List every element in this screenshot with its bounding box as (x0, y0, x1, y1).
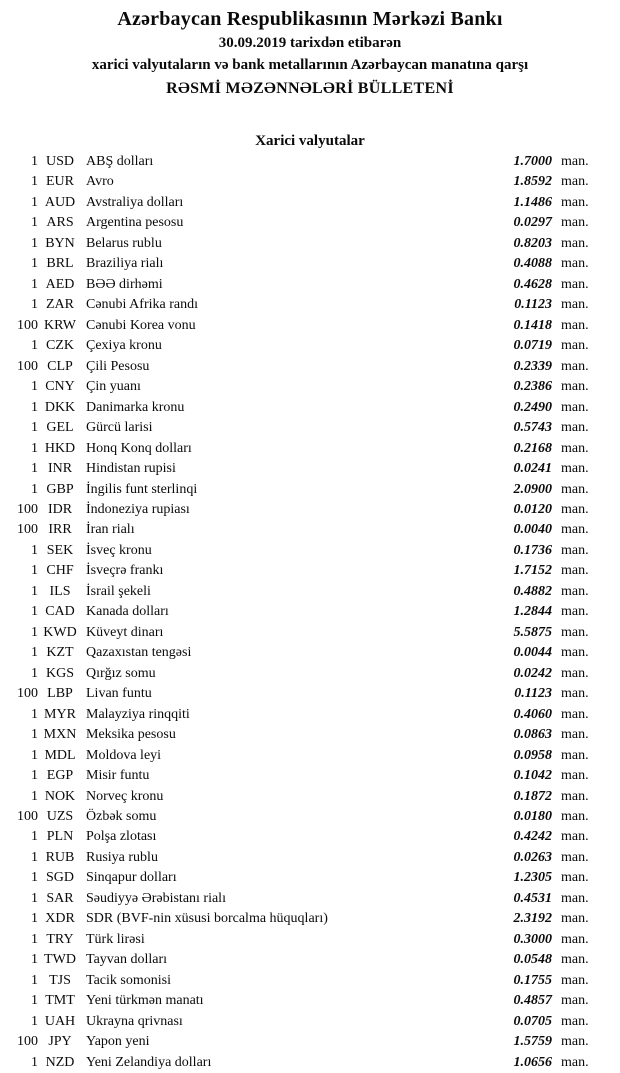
unit-label: man. (561, 194, 589, 210)
rate-row (0, 684, 620, 704)
rate-row (0, 807, 620, 827)
currency-code: SEK (46, 542, 74, 558)
bank-title: Azərbaycan Respublikasının Mərkəzi Bankı (117, 8, 503, 30)
quantity: 1 (31, 420, 38, 436)
unit-label: man. (561, 829, 589, 845)
currency-code: CHF (46, 563, 74, 579)
currency-code: KWD (43, 624, 77, 640)
unit-label: man. (561, 727, 589, 743)
unit-label: man. (561, 154, 589, 169)
currency-code: UAH (44, 1013, 76, 1029)
currency-code: MXN (43, 727, 77, 743)
rate-value: 0.1418 (513, 317, 552, 333)
currency-name: Çexiya kronu (86, 338, 162, 354)
rate-value: 0.0958 (513, 747, 552, 763)
unit-label: man. (561, 952, 589, 968)
currency-code: IRR (48, 522, 72, 538)
quantity: 1 (31, 849, 38, 865)
unit-label: man. (561, 931, 589, 947)
rate-row (0, 213, 620, 233)
rate-value: 0.0044 (513, 645, 552, 661)
currency-name: İsveç kronu (86, 542, 152, 558)
rate-row (0, 602, 620, 622)
rate-row (0, 377, 620, 397)
currency-name: Hindistan rupisi (86, 461, 176, 477)
currency-name: Səudiyyə Ərəbistanı rialı (86, 890, 226, 906)
quantity: 1 (31, 481, 38, 497)
unit-label: man. (561, 1013, 589, 1029)
rate-value: 2.3192 (513, 911, 552, 927)
currency-name: SDR (BVF-nin xüsusi borcalma hüquqları) (86, 911, 328, 927)
quantity: 1 (31, 379, 38, 395)
currency-code: CZK (46, 338, 74, 354)
currency-code: RUB (45, 849, 75, 865)
quantity: 1 (31, 788, 38, 804)
unit-label: man. (561, 256, 589, 272)
rate-value: 0.2339 (513, 358, 552, 374)
unit-label: man. (561, 235, 589, 251)
rate-value: 0.4531 (513, 890, 552, 906)
quantity: 1 (31, 727, 38, 743)
unit-label: man. (561, 809, 589, 824)
rate-value: 0.0120 (513, 501, 552, 517)
currency-name: İndoneziya rupiası (86, 501, 190, 517)
rate-value: 1.0656 (513, 1054, 552, 1070)
currency-code: GBP (46, 481, 74, 497)
unit-label: man. (561, 481, 589, 497)
currency-name: Ukrayna qrivnası (86, 1013, 183, 1029)
currency-name: Meksika pesosu (86, 727, 176, 743)
quantity: 1 (31, 911, 38, 927)
unit-label: man. (561, 358, 589, 374)
rate-value: 1.8592 (513, 174, 552, 190)
quantity: 1 (31, 399, 38, 415)
currency-code: ILS (49, 583, 71, 599)
unit-label: man. (561, 890, 589, 906)
rate-row (0, 787, 620, 807)
quantity: 1 (31, 768, 38, 784)
currency-name: Cənubi Korea vonu (86, 317, 196, 333)
quantity: 1 (31, 870, 38, 886)
rate-value: 0.4060 (513, 706, 552, 722)
rate-value: 0.0180 (513, 809, 552, 824)
rate-row (0, 295, 620, 315)
unit-label: man. (561, 174, 589, 190)
rate-row (0, 439, 620, 459)
unit-label: man. (561, 440, 589, 456)
quantity: 1 (31, 952, 38, 968)
rate-value: 0.1736 (513, 542, 552, 558)
rate-value: 0.2386 (513, 379, 552, 395)
rate-value: 0.0297 (513, 215, 552, 231)
rate-value: 0.1123 (514, 297, 552, 313)
unit-label: man. (561, 1054, 589, 1070)
quantity: 100 (17, 686, 38, 702)
quantity: 100 (17, 358, 38, 374)
rates-table (0, 152, 620, 1073)
unit-label: man. (561, 788, 589, 804)
rate-row (0, 930, 620, 950)
unit-label: man. (561, 461, 589, 477)
rate-row (0, 971, 620, 991)
currency-name: Yeni türkmən manatı (86, 993, 204, 1009)
rate-value: 0.0719 (513, 338, 552, 354)
rate-row (0, 909, 620, 929)
rate-value: 1.7000 (513, 154, 552, 169)
currency-code: HKD (44, 440, 76, 456)
currency-name: Misir funtu (86, 768, 150, 784)
rate-value: 0.8203 (513, 235, 552, 251)
quantity: 1 (31, 1054, 38, 1070)
quantity: 1 (31, 256, 38, 272)
quantity: 100 (17, 317, 38, 333)
currency-name: Yeni Zelandiya dolları (86, 1054, 212, 1070)
currency-code: TJS (49, 972, 71, 988)
currency-name: Kanada dolları (86, 604, 169, 620)
rate-row (0, 1053, 620, 1073)
currency-name: Avro (86, 174, 114, 190)
currency-code: NZD (45, 1054, 75, 1070)
currency-name: ABŞ dolları (86, 154, 154, 169)
rate-row (0, 1012, 620, 1032)
currency-code: TMT (45, 993, 75, 1009)
unit-label: man. (561, 665, 589, 681)
rate-value: 0.0263 (513, 849, 552, 865)
quantity: 1 (31, 624, 38, 640)
unit-label: man. (561, 338, 589, 354)
rate-row (0, 664, 620, 684)
unit-label: man. (561, 1034, 589, 1050)
currency-name: İsveçrə frankı (86, 563, 164, 579)
rate-value: 0.0705 (513, 1013, 552, 1029)
quantity: 1 (31, 154, 38, 169)
currency-name: Livan funtu (86, 686, 152, 702)
currency-code: MYR (44, 706, 76, 722)
currency-code: INR (47, 461, 73, 477)
unit-label: man. (561, 583, 589, 599)
currency-name: Gürcü larisi (86, 420, 153, 436)
rate-value: 0.4628 (513, 276, 552, 292)
rate-row (0, 766, 620, 786)
unit-label: man. (561, 399, 589, 415)
currency-code: TRY (46, 931, 74, 947)
currency-code: AUD (44, 194, 76, 210)
currency-name: Honq Konq dolları (86, 440, 192, 456)
rate-row (0, 991, 620, 1011)
currency-name: Türk lirəsi (86, 931, 145, 947)
rate-value: 0.4088 (513, 256, 552, 272)
unit-label: man. (561, 379, 589, 395)
rate-row (0, 889, 620, 909)
quantity: 1 (31, 194, 38, 210)
currency-name: Argentina pesosu (86, 215, 184, 231)
currency-code: KZT (46, 645, 74, 661)
currency-name: Tayvan dolları (86, 952, 168, 968)
rate-row (0, 234, 620, 254)
currency-name: Malayziya rinqqiti (86, 706, 190, 722)
quantity: 100 (17, 809, 38, 824)
rate-value: 0.2168 (513, 440, 552, 456)
rate-value: 0.3000 (513, 931, 552, 947)
rate-row (0, 868, 620, 888)
unit-label: man. (561, 993, 589, 1009)
quantity: 1 (31, 235, 38, 251)
currency-name: Küveyt dinarı (86, 624, 164, 640)
quantity: 1 (31, 645, 38, 661)
unit-label: man. (561, 297, 589, 313)
currency-code: TWD (44, 952, 76, 968)
rate-row (0, 582, 620, 602)
currency-name: Norveç kronu (86, 788, 164, 804)
currency-code: USD (45, 154, 74, 169)
quantity: 1 (31, 583, 38, 599)
unit-label: man. (561, 522, 589, 538)
currency-code: SAR (46, 890, 74, 906)
rate-row (0, 950, 620, 970)
currency-code: DKK (44, 399, 76, 415)
rate-row (0, 480, 620, 500)
rate-row (0, 725, 620, 745)
currency-code: ARS (46, 215, 74, 231)
currency-name: Moldova leyi (86, 747, 162, 763)
currency-name: Polşa zlotası (86, 829, 157, 845)
currency-name: Belarus rublu (86, 235, 162, 251)
quantity: 1 (31, 440, 38, 456)
unit-label: man. (561, 563, 589, 579)
currency-code: GEL (46, 420, 74, 436)
quantity: 1 (31, 338, 38, 354)
quantity: 100 (17, 501, 38, 517)
unit-label: man. (561, 706, 589, 722)
currency-name: Braziliya rialı (86, 256, 164, 272)
unit-label: man. (561, 501, 589, 517)
quantity: 1 (31, 972, 38, 988)
currency-name: İngilis funt sterlinqi (86, 481, 198, 497)
currency-code: CNY (45, 379, 75, 395)
rate-row (0, 152, 620, 172)
currency-name: Yapon yeni (86, 1034, 150, 1050)
rate-value: 0.4857 (513, 993, 552, 1009)
currency-name: Rusiya rublu (86, 849, 158, 865)
currency-code: KRW (44, 317, 76, 333)
rate-value: 0.1042 (513, 768, 552, 784)
rate-row (0, 705, 620, 725)
rate-row (0, 336, 620, 356)
quantity: 1 (31, 890, 38, 906)
currency-code: BYN (45, 235, 75, 251)
quantity: 1 (31, 563, 38, 579)
quantity: 1 (31, 829, 38, 845)
currency-name: Cənubi Afrika randı (86, 297, 198, 313)
subtitle-line: xarici valyutaların və bank metallarının Azərbaycan manatına qarşı (91, 57, 529, 73)
unit-label: man. (561, 849, 589, 865)
currency-code: ZAR (46, 297, 74, 313)
quantity: 1 (31, 993, 38, 1009)
quantity: 1 (31, 1013, 38, 1029)
rate-row (0, 254, 620, 274)
quantity: 1 (31, 276, 38, 292)
currency-code: EGP (46, 768, 74, 784)
unit-label: man. (561, 215, 589, 231)
rate-row (0, 172, 620, 192)
currency-code: AED (45, 276, 75, 292)
currency-name: Qırğız somu (86, 665, 156, 681)
rate-row (0, 193, 620, 213)
rate-row (0, 643, 620, 663)
rate-row (0, 827, 620, 847)
currency-code: CLP (47, 358, 73, 374)
currency-code: MDL (44, 747, 76, 763)
currency-name: BƏƏ dirhəmi (86, 276, 163, 292)
currency-code: LBP (47, 686, 73, 702)
rate-value: 1.5759 (513, 1034, 552, 1050)
quantity: 1 (31, 461, 38, 477)
rate-value: 0.5743 (513, 420, 552, 436)
rate-value: 1.2844 (513, 604, 552, 620)
unit-label: man. (561, 972, 589, 988)
rate-row (0, 316, 620, 336)
unit-label: man. (561, 686, 589, 702)
unit-label: man. (561, 317, 589, 333)
unit-label: man. (561, 747, 589, 763)
quantity: 1 (31, 665, 38, 681)
currency-code: PLN (46, 829, 74, 845)
currency-name: Çin yuanı (86, 379, 141, 395)
rate-row (0, 418, 620, 438)
rate-row (0, 500, 620, 520)
currency-name: Avstraliya dolları (86, 194, 184, 210)
currency-code: JPY (48, 1034, 72, 1050)
currency-name: Danimarka kronu (86, 399, 185, 415)
rate-row (0, 357, 620, 377)
unit-label: man. (561, 768, 589, 784)
rate-value: 0.0040 (513, 522, 552, 538)
rate-row (0, 1032, 620, 1052)
rate-row (0, 459, 620, 479)
rate-value: 0.0241 (513, 461, 552, 477)
rate-row (0, 398, 620, 418)
unit-label: man. (561, 542, 589, 558)
currency-code: XDR (45, 911, 75, 927)
rate-value: 2.0900 (513, 481, 552, 497)
unit-label: man. (561, 870, 589, 886)
currency-code: EUR (46, 174, 74, 190)
rate-value: 0.0863 (513, 727, 552, 743)
unit-label: man. (561, 604, 589, 620)
rate-value: 1.1486 (513, 194, 552, 210)
currency-code: BRL (46, 256, 74, 272)
effective-date-line: 30.09.2019 tarixdən etibarən (218, 35, 402, 51)
unit-label: man. (561, 420, 589, 436)
currency-name: Çili Pesosu (86, 358, 150, 374)
currency-name: Sinqapur dolları (86, 870, 177, 886)
quantity: 1 (31, 604, 38, 620)
rate-value: 0.2490 (513, 399, 552, 415)
rate-value: 0.1872 (513, 788, 552, 804)
rate-value: 1.7152 (513, 563, 552, 579)
rate-value: 0.0548 (513, 952, 552, 968)
currency-code: IDR (47, 501, 73, 517)
currency-name: Özbək somu (86, 809, 157, 824)
quantity: 1 (31, 174, 38, 190)
currency-name: İsrail şekeli (86, 583, 151, 599)
rate-row (0, 541, 620, 561)
currency-code: UZS (46, 809, 74, 824)
rate-value: 1.2305 (513, 870, 552, 886)
unit-label: man. (561, 624, 589, 640)
quantity: 1 (31, 215, 38, 231)
currency-code: CAD (45, 604, 75, 620)
unit-label: man. (561, 911, 589, 927)
currency-code: SGD (45, 870, 74, 886)
rate-value: 0.4882 (513, 583, 552, 599)
rate-value: 0.1755 (513, 972, 552, 988)
rate-value: 5.5875 (513, 624, 552, 640)
section-title-foreign-currencies: Xarici valyutalar (255, 133, 365, 149)
rate-row (0, 561, 620, 581)
currency-code: KGS (45, 665, 74, 681)
rate-row (0, 623, 620, 643)
rate-value: 0.1123 (514, 686, 552, 702)
rate-value: 0.4242 (513, 829, 552, 845)
unit-label: man. (561, 276, 589, 292)
currency-name: İran rialı (86, 522, 135, 538)
rate-row (0, 275, 620, 295)
currency-name: Tacik somonisi (86, 972, 171, 988)
currency-code: NOK (44, 788, 76, 804)
rate-row (0, 520, 620, 540)
rate-value: 0.0242 (513, 665, 552, 681)
quantity: 1 (31, 297, 38, 313)
unit-label: man. (561, 645, 589, 661)
rate-row (0, 848, 620, 868)
quantity: 1 (31, 542, 38, 558)
quantity: 1 (31, 706, 38, 722)
quantity: 1 (31, 931, 38, 947)
currency-name: Qazaxıstan tengəsi (86, 645, 192, 661)
quantity: 100 (17, 522, 38, 538)
rate-row (0, 746, 620, 766)
quantity: 1 (31, 747, 38, 763)
bulletin-title: RƏSMİ MƏZƏNNƏLƏRİ BÜLLETENİ (166, 80, 454, 97)
bulletin-header (0, 0, 620, 100)
quantity: 100 (17, 1034, 38, 1050)
